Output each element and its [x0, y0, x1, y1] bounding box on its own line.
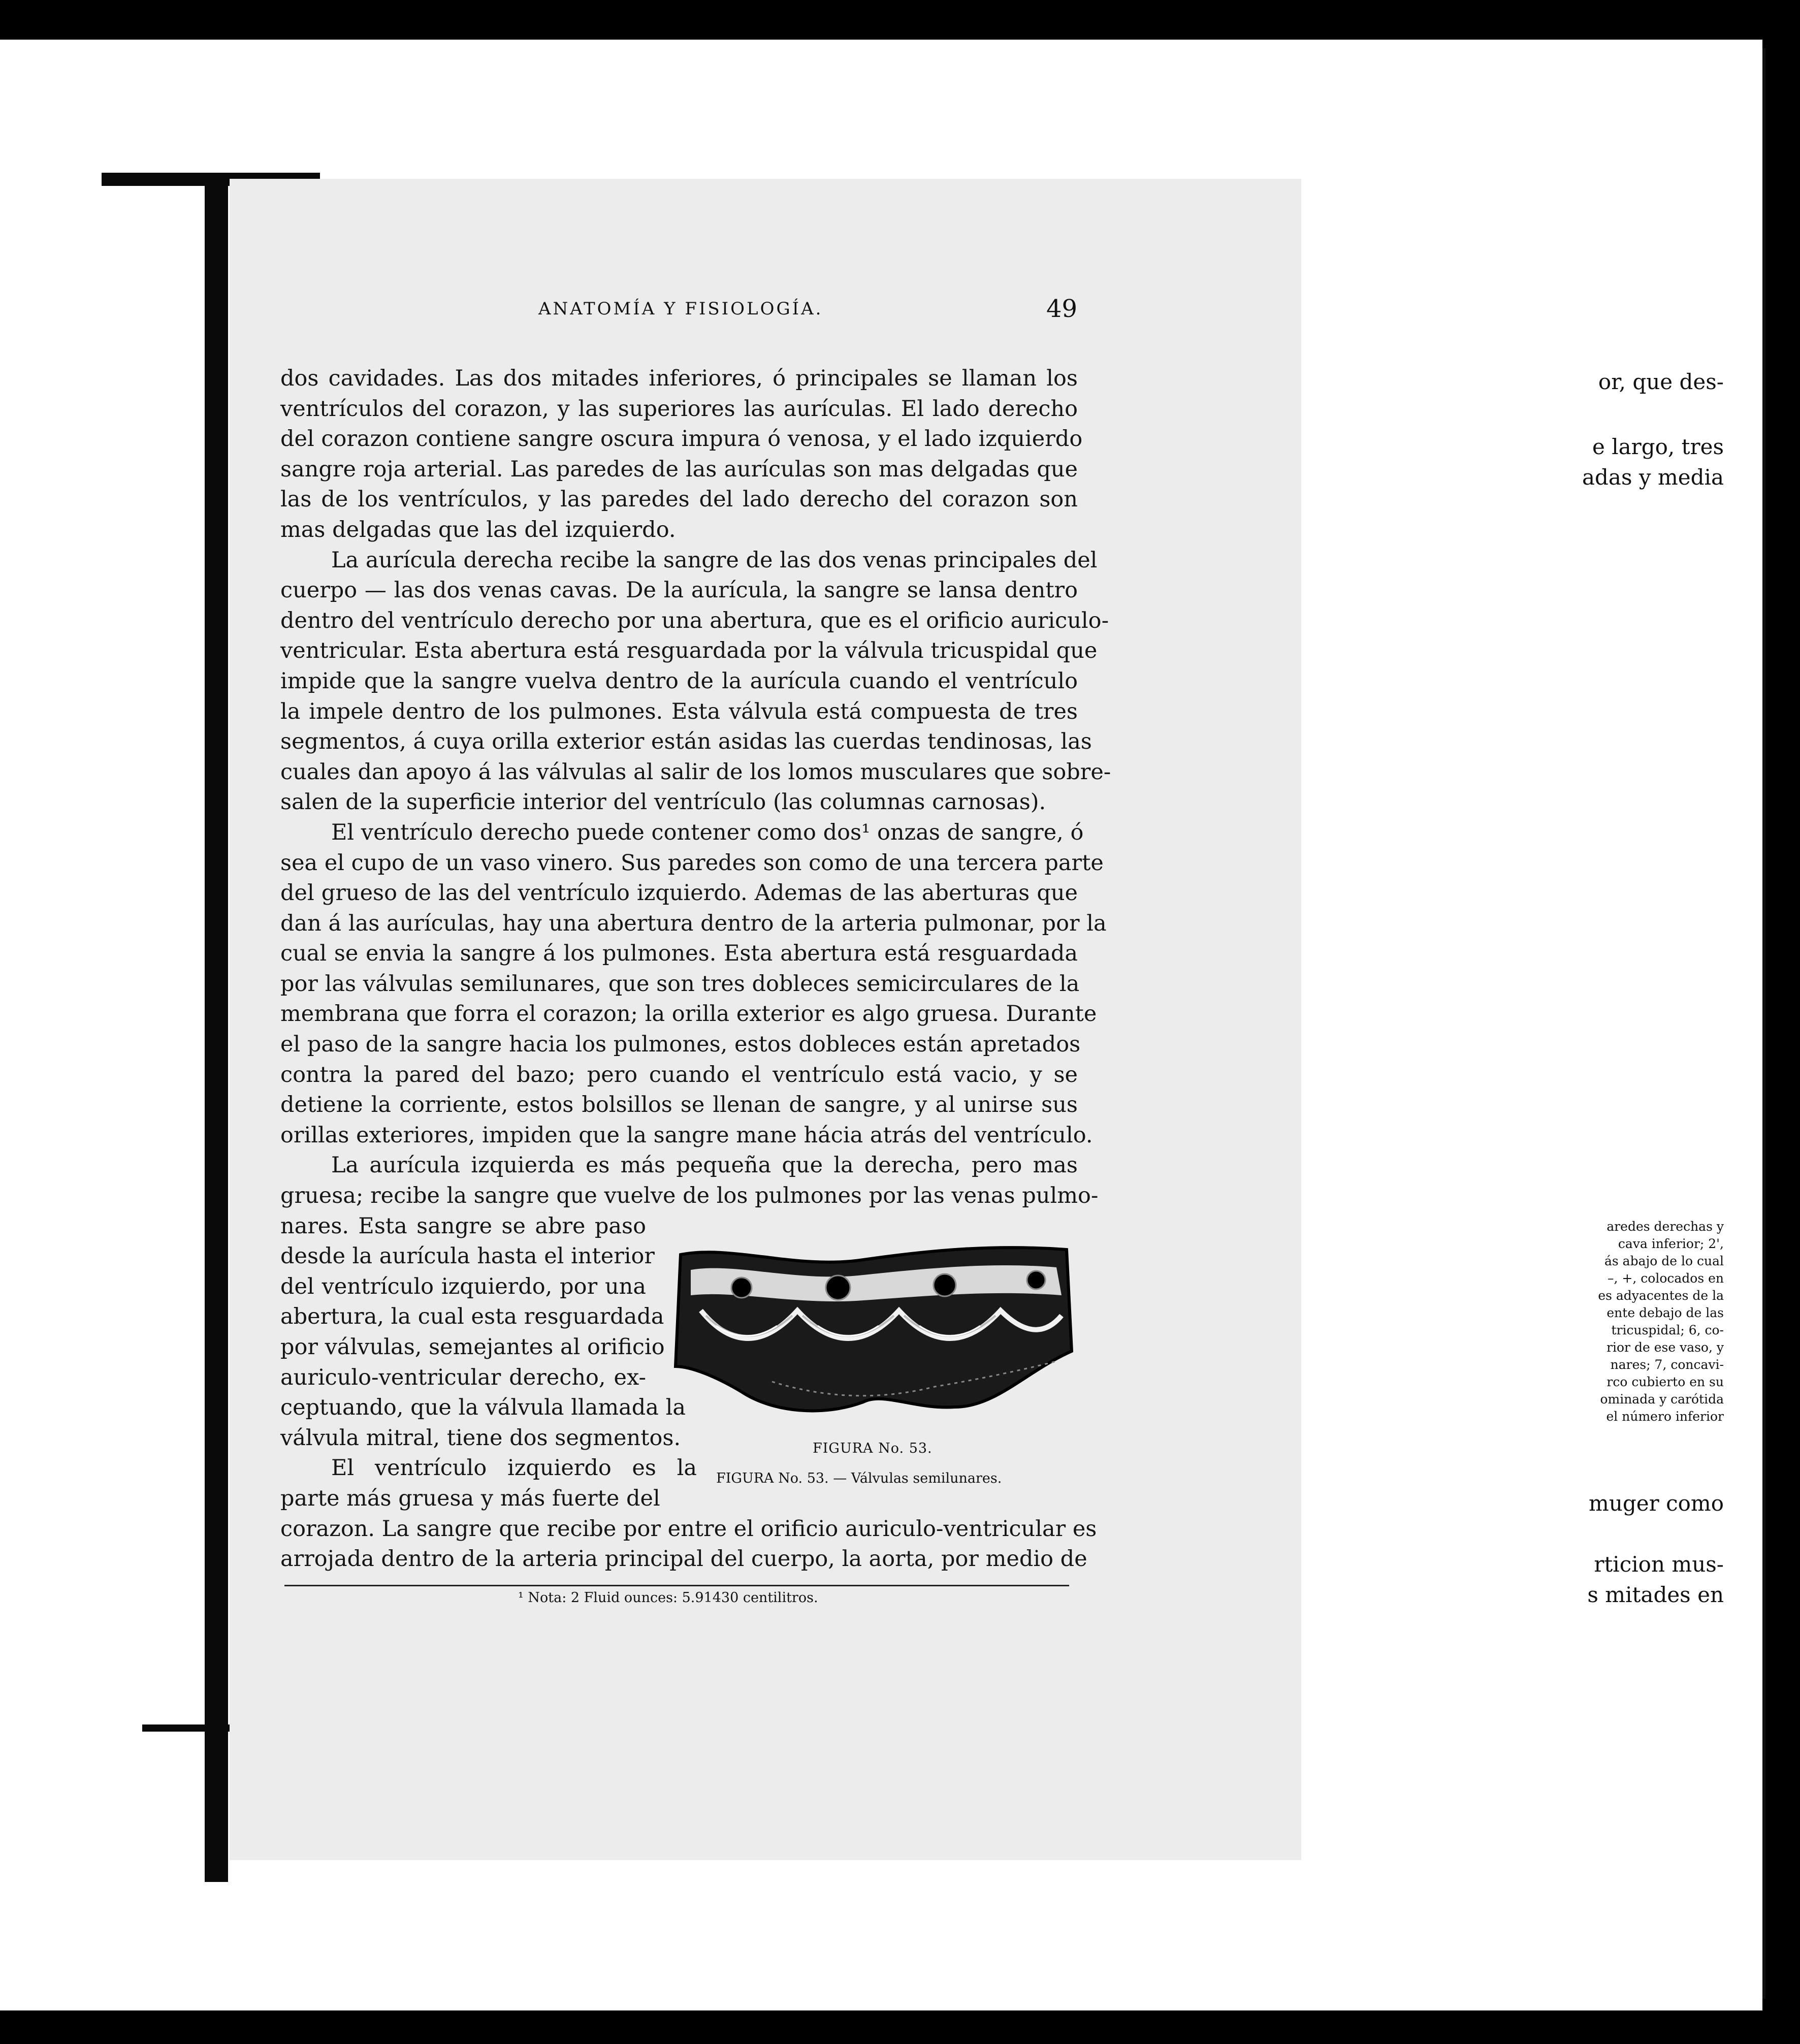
text-line: dan á las aurículas, hay una abertura dentro de la arteria pulmonar, por la: [280, 910, 1107, 936]
text-line: salen de la superficie interior del ventrículo (las columnas carnosas).: [280, 789, 1046, 815]
facing-caption-line: tricuspidal; 6, co-: [1611, 1323, 1724, 1337]
text-line: cual se envia la sangre á los pulmones. Esta abertura está resguardada: [280, 941, 1078, 967]
facing-line: muger como: [1589, 1491, 1724, 1516]
text-line: mas delgadas que las del izquierdo.: [280, 517, 676, 542]
text-line: dentro del ventrículo derecho por una abertura, que es el orificio auriculo-: [280, 608, 1109, 633]
sheet-edge: [1762, 48, 1765, 1999]
semilunar-valves-illustration: [670, 1239, 1077, 1432]
facing-caption-line: –, +, colocados en: [1608, 1271, 1724, 1286]
facing-line: rticion mus-: [1594, 1552, 1724, 1577]
text-line: sangre roja arterial. Las paredes de las aurículas son mas delgadas que: [280, 456, 1078, 482]
text-line: parte más gruesa y más fuerte del: [280, 1485, 660, 1511]
facing-page: [0, 185, 208, 1763]
footnote-rule: [284, 1585, 1069, 1586]
running-head: ANATOMÍA Y FISIOLOGÍA.: [538, 299, 823, 319]
facing-line: e largo, tres: [1592, 434, 1724, 459]
text-line: nares. Esta sangre se abre paso: [280, 1213, 646, 1239]
facing-caption-line: rior de ese vaso, y: [1606, 1340, 1724, 1355]
text-line: del corazon contiene sangre oscura impura ó venosa, y el lado izquierdo: [280, 426, 1083, 452]
facing-line: s mitades en: [1587, 1582, 1724, 1607]
text-line: ventrículos del corazon, y las superiores las aurículas. El lado derecho: [280, 396, 1078, 422]
figure-label: FIGURA No. 53.: [813, 1441, 933, 1456]
page-number: 49: [1046, 295, 1078, 323]
facing-caption-line: ás abajo de lo cual: [1604, 1254, 1724, 1268]
text-line: orillas exteriores, impiden que la sangre mane hácia atrás del ventrículo.: [280, 1122, 1093, 1148]
text-line: La aurícula derecha recibe la sangre de las dos venas principales del: [331, 547, 1098, 573]
facing-caption-line: es adyacentes de la: [1598, 1288, 1724, 1303]
text-line: ventricular. Esta abertura está resguardada por la válvula tricuspidal que: [280, 638, 1098, 664]
facing-caption-line: el número inferior: [1606, 1409, 1724, 1424]
facing-line: or, que des-: [1598, 369, 1724, 394]
facing-caption-line: rco cubierto en su: [1606, 1375, 1724, 1389]
facing-line: adas y media: [1582, 465, 1724, 490]
text-line: arrojada dentro de la arteria principal del cuerpo, la aorta, por medio de: [280, 1546, 1087, 1572]
text-line: por válvulas, semejantes al orificio: [280, 1334, 665, 1360]
text-line: desde la aurícula hasta el interior: [280, 1243, 655, 1269]
text-line: corazon. La sangre que recibe por entre el orificio auriculo-ventricular es: [280, 1516, 1097, 1542]
text-line: cuerpo — las dos venas cavas. De la aurícula, la sangre se lansa dentro: [280, 578, 1078, 603]
text-line: por las válvulas semilunares, que son tres dobleces semicirculares de la: [280, 971, 1080, 997]
book-spine: [205, 183, 228, 1882]
facing-caption-line: cava inferior; 2',: [1618, 1236, 1724, 1251]
footnote: ¹ Nota: 2 Fluid ounces: 5.91430 centilitros.: [518, 1590, 818, 1606]
text-line: gruesa; recibe la sangre que vuelve de los pulmones por las venas pulmo-: [280, 1183, 1099, 1209]
text-line: del ventrículo izquierdo, por una: [280, 1273, 646, 1299]
text-line: válvula mitral, tiene dos segmentos.: [280, 1425, 681, 1451]
text-line: El ventrículo derecho puede contener como dos¹ onzas de sangre, ó: [331, 819, 1084, 845]
facing-caption-line: aredes derechas y: [1606, 1219, 1724, 1234]
text-line: cuales dan apoyo á las válvulas al salir de los lomos musculares que sobre-: [280, 759, 1111, 785]
text-line: La aurícula izquierda es más pequeña que la derecha, pero mas: [331, 1153, 1078, 1178]
text-line: impide que la sangre vuelva dentro de la aurícula cuando el ventrículo: [280, 668, 1078, 694]
text-line: abertura, la cual esta resguardada: [280, 1304, 664, 1330]
text-line: la impele dentro de los pulmones. Esta válvula está compuesta de tres: [280, 698, 1078, 724]
figure-caption: FIGURA No. 53. — Válvulas semilunares.: [716, 1471, 1002, 1486]
text-line: contra la pared del bazo; pero cuando el ventrículo está vacio, y se: [280, 1062, 1078, 1088]
text-line: el paso de la sangre hacia los pulmones, estos dobleces están apretados: [280, 1032, 1081, 1058]
text-line: membrana que forra el corazon; la orilla exterior es algo gruesa. Durante: [280, 1001, 1097, 1027]
facing-caption-line: nares; 7, concavi-: [1610, 1357, 1724, 1372]
text-line: detiene la corriente, estos bolsillos se llenan de sangre, y al unirse sus: [280, 1092, 1078, 1118]
text-line: El ventrículo izquierdo es la: [331, 1455, 697, 1481]
text-line: dos cavidades. Las dos mitades inferiores, ó principales se llaman los: [280, 366, 1078, 391]
text-line: ceptuando, que la válvula llamada la: [280, 1395, 686, 1421]
text-line: sea el cupo de un vaso vinero. Sus paredes son como de una tercera parte: [280, 850, 1104, 876]
text-line: del grueso de las del ventrículo izquierdo. Ademas de las aberturas que: [280, 880, 1078, 906]
facing-caption-line: ente debajo de las: [1606, 1305, 1724, 1320]
text-line: segmentos, á cuya orilla exterior están asidas las cuerdas tendinosas, las: [280, 729, 1092, 755]
facing-caption-line: ominada y carótida: [1600, 1392, 1724, 1407]
text-line: auriculo-ventricular derecho, ex-: [280, 1364, 646, 1390]
text-line: las de los ventrículos, y las paredes del lado derecho del corazon son: [280, 487, 1078, 513]
